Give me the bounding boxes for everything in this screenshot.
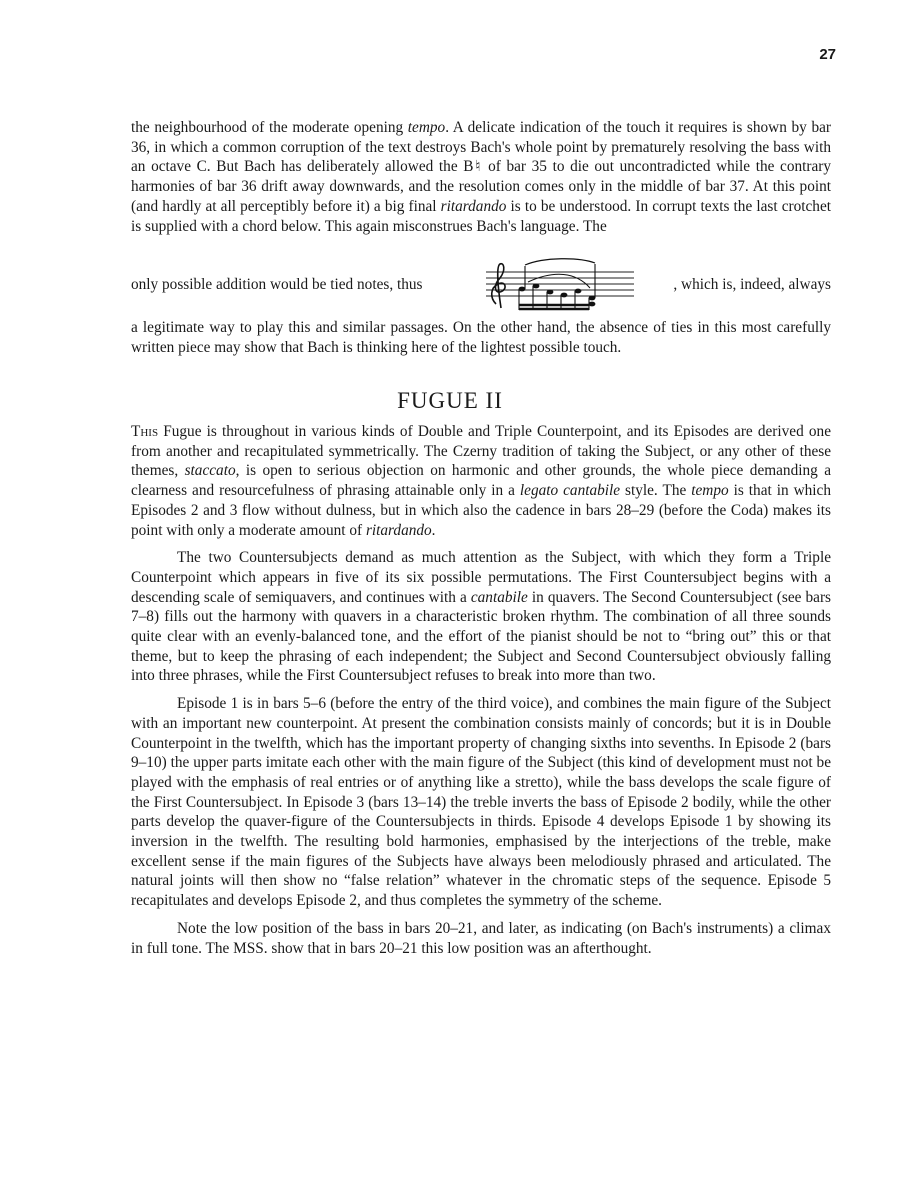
text-run: , is open to serious objection on harmonic and other grounds, the whole piece demanding a clearness and resourcefulness of phrasing attainable only in a — [131, 462, 831, 500]
small-caps-opening: This — [131, 423, 159, 440]
italic-term: ritardando — [365, 521, 432, 539]
music-line-tail-text: , which is, indeed, always — [673, 276, 831, 293]
italic-term: ritardando — [440, 197, 507, 215]
italic-term: tempo — [407, 119, 446, 136]
text-run: . A delicate indication of the touch it requires is shown by bar 36, in which a common corruption of the text destroys Bach's whole point by prematurely resolving the bass with an octave C. But Bach has deliberately allowed the B♮ of bar 35 to die out uncontradicted while the contrary harmonies of bar 36 drift away downwards, and the resolution comes only in the middle of bar 37. At this point (and hardly at all perceptibly before it) a big final — [131, 119, 831, 215]
text-run: . — [431, 521, 436, 539]
paragraph — [131, 318, 831, 357]
text-run: in quavers. The Second Countersubject (see bars 7–8) fills out the harmony with quavers in a characteristic broken rhythm. The combination of all three sounds quite clear with an evenly-balanced tone, and the effort of the pianist should be not to “bring out” this or that theme, but to keep the phrasing of each independent; the Subject and Second Countersubject obviously falling into three phrases, while the First Countersubject refuses to break into more than two. — [131, 588, 831, 685]
paragraph: Note the low position of the bass in bars 20–21, and later, as indicating (on Bach's instruments) a climax in full tone. The MSS. show that in bars 20–21 this low position was an afterthought. — [131, 919, 831, 957]
page-number: 27 — [819, 46, 836, 63]
text-run: the neighbourhood of the moderate opening — [131, 119, 408, 136]
music-example-line — [131, 258, 831, 318]
italic-term: legato cantabile — [519, 482, 621, 500]
music-example-icon — [484, 258, 636, 314]
fugue-section-body — [131, 422, 831, 958]
text-run: style. The — [620, 482, 692, 500]
music-line-lead-text: only possible addition would be tied notes, thus — [131, 276, 423, 293]
paragraph-text: a legitimate way to play this and similar passages. On the other hand, the absence of ties in this most carefully written piece may show that Bach is thinking here of the lightest possible touch. — [131, 319, 831, 356]
text-run: is that in which Episodes 2 and 3 flow without dulness, but in which also the cadence in bars 28–29 (before the Coda) makes its point with only a moderate amount of — [131, 482, 831, 539]
paragraph — [131, 422, 831, 540]
paragraph — [131, 548, 831, 686]
text-run: The two Countersubjects demand as much attention as the Subject, with which they form a Triple Counterpoint which appears in five of its six possible permutations. The First Countersubject begins with a descending scale of semiquavers, and continues with a — [131, 549, 831, 606]
italic-term: staccato — [184, 462, 236, 480]
italic-term: cantabile — [470, 588, 528, 606]
paragraph: Episode 1 is in bars 5–6 (before the entry of the third voice), and combines the main figure of the Subject with an important new counterpoint. At present the combination consists mainly of concords; but it is in Double Counterpoint in the twelfth, which has the important property of changing sixths into sevenths. In Episode 2 (bars 9–10) the upper parts imitate each other with the main figure of the Subject (this kind of development must not be played with the emphasis of real entries or of anything like a stretto), while the bass develops the scale figure of the First Countersubject. In Episode 3 (bars 13–14) the treble inverts the bass of Episode 2 bodily, while the other parts develop the quaver-figure of the Countersubjects in thirds. Episode 4 develops Episode 1 by showing its inversion in the twelfth. The resulting bold harmonies, emphasised by the interjections of the treble, make excellent sense if the main figures of the Subjects have always been melodiously phrased and articulated. The natural joints will then show no “false relation” whatever in the chromatic steps of the sequence. Episode 5 recapitulates and develops Episode 2, and thus completes the symmetry of the scheme. — [131, 695, 831, 910]
section-heading: FUGUE II — [397, 388, 503, 413]
text-run: is to be understood. In corrupt texts the last crotchet is supplied with a chord below. This again misconstrues Bach's language. The — [131, 197, 831, 235]
text-run: Fugue is throughout in various kinds of Double and Triple Counterpoint, and its Episodes are derived one from another and recapitulated symmetrically. The Czerny tradition of taking the Subject, or any other of these themes, — [131, 423, 831, 480]
italic-term: tempo — [691, 482, 729, 500]
paragraph-continuation — [131, 118, 831, 236]
